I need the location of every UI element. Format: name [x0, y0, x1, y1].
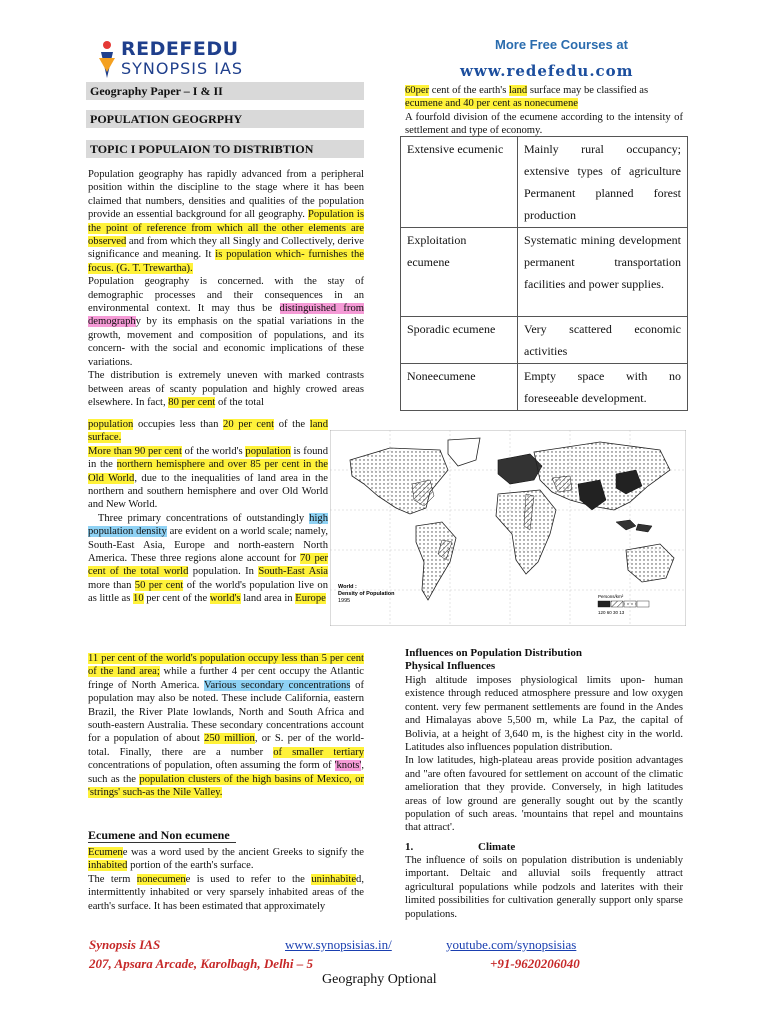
table-row	[401, 364, 688, 411]
climate-heading: Climate	[478, 841, 516, 853]
world-population-density-map	[330, 430, 686, 626]
youtube-link[interactable]: youtube.com/synopsisias	[446, 937, 577, 952]
topic-heading: TOPIC I POPULAION TO DISTRIBTION	[86, 140, 364, 158]
brand-name: REDEFEDU	[121, 38, 239, 60]
table-cell-description: Mainly rural occupancy; extensive types of agriculture Permanent planned forest production	[518, 137, 688, 228]
table-cell-type: Sporadic ecumene	[401, 317, 518, 364]
table-row	[401, 137, 688, 228]
ecumene-heading: Ecumene and Non ecumene	[88, 828, 230, 842]
table-cell-description: Very scattered economic activities	[518, 317, 688, 364]
footer-phone: +91-9620206040	[490, 956, 580, 971]
redefedu-logo-icon	[97, 40, 117, 80]
intro-paragraph: Population geography has rapidly advanced from a peripheral position within the discipline to the stage where it has been claimed that numbers, densities and qualities of the population provide an essential background for all geography. Population is the point of reference from which all the other elements are observed and from which they all Singly and Collectively, derive significance and meaning. It is population which- furnishes the focus. (G. T. Trewartha). Population geography is concerned. with the stay of demographic processes and their consequences in an environmental context. It may thus be distinguished from demography by its emphasis on the spatial variations in the growth, movement and composition of populations, and its concern- with the social and economic implications of these variations. The distribution is extremely uneven with marked contrasts between areas of scanty population and highly crowed areas elsewhere. In fact, 80 per cent of the total	[88, 169, 364, 408]
table-row	[401, 228, 688, 317]
map-legend-title: Persons/km²	[598, 594, 624, 599]
climate-number: 1.	[405, 841, 414, 853]
more-courses-text: More Free Courses at	[495, 37, 628, 52]
brand-subtitle: SYNOPSIS IAS	[121, 59, 244, 78]
ecumene-classification-table	[400, 136, 688, 411]
paper-heading: Geography Paper – I & II	[86, 82, 364, 100]
map-caption-year: 1995	[338, 598, 351, 604]
influences-heading: Influences on Population Distribution	[405, 647, 582, 659]
map-legend-ticks: 120 60 30 13	[598, 610, 625, 615]
climate-paragraph: The influence of soils on population distribution is undeniably important. Deltaic and alluvial soils frequently attract agricultural populations while podzols and laterites with their limited possibilities for cultivation generally support only sparse populations.	[405, 855, 683, 920]
table-cell-type: Noneecumene	[401, 364, 518, 411]
footer-subject: Geography Optional	[322, 972, 437, 987]
redefedu-url-link[interactable]: www.redefedu.com	[460, 62, 634, 80]
footer-name: Synopsis IAS	[89, 937, 161, 952]
physical-influences-paragraph: High altitude imposes physiological limits upon- human existence through reduced atmosphere pressure and low oxygen content. very few permanent settlements are found in the Andes and Himalayas above 5,500 m, while La Paz, the capital of Bolivia, at a height of 3,640 m, is the highest city in the world. Latitudes also influences population distribution. In low latitudes, high-plateau areas provide position advantages and "are often favoured for settlement on account of the climatic amelioration that they provide. Conversely, in high latitudes areas of low ground are generally sought out by the scantly population of such areas. 'mountains that repel and mountains that attract'.	[405, 675, 683, 834]
heading-underline	[88, 842, 236, 843]
footer-address: 207, Apsara Arcade, Karolbagh, Delhi – 5	[89, 956, 314, 971]
distribution-paragraph: population occupies less than 20 per cent of the land surface. More than 90 per cent of the world's population is found in the northern hemisphere and over 85 per cent in the Old World, due to the inequalities of land area in the northern and southern hemisphere and over Old World and New World. Three primary concentrations of outstandingly high population density are evident on a world scale; namely, South-East Asia, Europe and north-eastern North America. These three regions alone account for 70 per cent of the total world population. In South-East Asia more than 50 per cent of the world's population live on as little as 10 per cent of the world's land area in Europe	[88, 419, 329, 605]
table-cell-type: Extensive ecumenic	[401, 137, 518, 228]
ecumene-continued: 60per cent of the earth's land surface may be classified as ecumene and 40 per cent as nonecumene A fourfold division of the ecumene according to the intensity of settlement and type of economy.	[405, 85, 683, 137]
table-cell-description: Empty space with no foreseeable development.	[518, 364, 688, 411]
map-caption-title: Density of Population	[338, 591, 395, 597]
section-heading: POPULATION GEOGRPHY	[86, 110, 364, 128]
physical-influences-heading: Physical Influences	[405, 660, 496, 672]
table-row	[401, 317, 688, 364]
concentrations-paragraph: 11 per cent of the world's population occupy less than 5 per cent of the land area; while a further 4 per cent occupy the Atlantic fringe of North America. Various secondary concentrations of population may also be noted. These include California, eastern Brazil, the River Plate lowlands, North and South Africa and south-eastern Australia. These secondary concentrations account for a population of about 250 million, or S. per of the world-total. Finally, there are a number of smaller tertiary concentrations of population, often assuming the form of 'knots', such as the population clusters of the high basins of Mexico, or 'strings' such-as the Nile Valley.	[88, 653, 365, 799]
map-caption-world: World :	[338, 584, 357, 590]
ecumene-paragraph: Ecumene was a word used by the ancient Greeks to signify the inhabited portion of the earth's surface. The term nonecumene is used to refer to the uninhabited, intermittently inhabited or very sparsely inhabited areas of the earth's surface. It has been estimated that approximately	[88, 847, 364, 912]
table-cell-description: Systematic mining development permanent transportation facilities and power supplies.	[518, 228, 688, 317]
table-cell-type: Exploitation ecumene	[401, 228, 518, 317]
synopsisias-website-link[interactable]: www.synopsisias.in/	[285, 937, 392, 952]
